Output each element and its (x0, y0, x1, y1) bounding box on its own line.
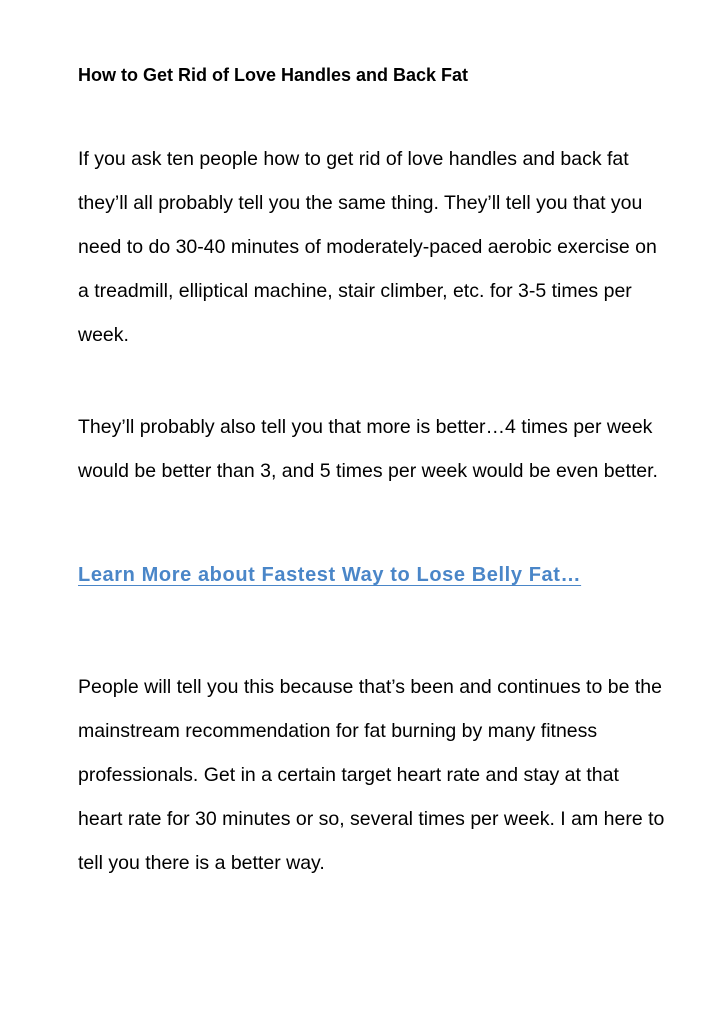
learn-more-block (78, 553, 668, 597)
paragraph-intro: If you ask ten people how to get rid of love handles and back fat they’ll all probably tell you the same thing. They’ll tell you that you need to do 30-40 minutes of moderately-paced aerobic exercise on a treadmill, elliptical machine, stair climber, etc. for 3-5 times per week. (78, 148, 657, 346)
learn-more-link[interactable]: Learn More about Fastest Way to Lose Belly Fat… (78, 564, 582, 586)
paragraph-more-is-better: They’ll probably also tell you that more is better…4 times per week would be better than 3, and 5 times per week would be even better. (78, 416, 658, 482)
paragraph-mainstream: People will tell you this because that’s been and continues to be the mainstream recommendation for fat burning by many fitness professionals. Get in a certain target heart rate and stay at that heart rate for 30 minutes or so, several times per week. I am here to tell you there is a better way. (78, 676, 665, 874)
document-title: How to Get Rid of Love Handles and Back Fat (78, 65, 469, 85)
